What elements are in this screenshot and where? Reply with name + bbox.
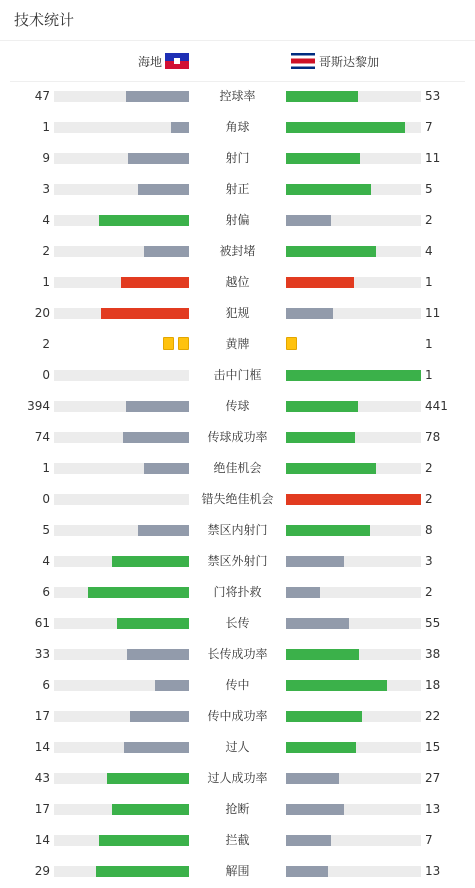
home-bar-fill [171,122,189,133]
home-bar-track [54,122,189,133]
stat-label: 传球成功率 [207,430,268,444]
stat-row [0,644,475,664]
away-bar-track [286,680,421,691]
home-stat-value: 33 [34,647,50,661]
home-stat-value: 9 [42,151,50,165]
title-divider [0,40,475,41]
stat-label: 传球 [225,399,250,413]
away-stat-value: 2 [425,585,433,599]
stat-label: 错失绝佳机会 [201,492,274,506]
stat-label: 越位 [225,275,250,289]
home-bar-fill [101,308,189,319]
home-bar-fill [99,215,189,226]
stat-row [0,210,475,230]
home-stat-value: 0 [42,492,50,506]
home-bar-fill [99,835,189,846]
home-stat-value: 17 [34,709,50,723]
home-bar-track [54,370,189,381]
away-bar-fill [286,463,376,474]
away-bar-fill [286,742,356,753]
home-stat-value: 2 [42,337,50,351]
away-bar-track [286,370,421,381]
home-bar-fill [124,742,189,753]
home-stat-value: 74 [34,430,50,444]
home-bar-track [54,587,189,598]
away-team-name: 哥斯达黎加 [319,54,380,69]
stat-label: 长传 [225,616,250,630]
home-bar-fill [112,804,189,815]
away-stat-value: 441 [425,399,448,413]
stat-label: 传中成功率 [207,709,268,723]
home-stat-value: 47 [34,89,50,103]
stat-row [0,365,475,385]
stat-label: 过人成功率 [207,771,268,785]
stat-row [0,148,475,168]
home-bar-track [54,804,189,815]
yellow-card-icon [286,337,297,350]
home-bar-track [54,711,189,722]
away-bar-fill [286,246,376,257]
home-stat-value: 5 [42,523,50,537]
away-bar-track [286,618,421,629]
stat-label: 射门 [225,151,250,165]
stat-row [0,768,475,788]
away-stat-value: 11 [425,306,441,320]
stat-label: 射正 [225,182,250,196]
stat-row [0,179,475,199]
home-bar-fill [130,711,189,722]
away-bar-track [286,122,421,133]
home-bar-fill [123,432,189,443]
stat-label: 射偏 [225,213,250,227]
away-stat-value: 7 [425,833,433,847]
stat-label: 禁区外射门 [207,554,268,568]
away-bar-track [286,866,421,877]
home-bar-track [54,773,189,784]
away-bar-fill [286,866,328,877]
stat-row [0,613,475,633]
home-bar-track [54,308,189,319]
home-bar-track [54,866,189,877]
home-stat-value: 6 [42,678,50,692]
away-bar-fill [286,773,339,784]
home-stat-value: 3 [42,182,50,196]
away-bar-track [286,246,421,257]
home-bar-track [54,215,189,226]
home-bar-track [54,277,189,288]
away-stat-value: 1 [425,368,433,382]
stat-row [0,303,475,323]
away-bar-fill [286,153,360,164]
home-bar-track [54,153,189,164]
home-bar-fill [138,184,189,195]
stat-label: 传中 [225,678,250,692]
stat-row [0,241,475,261]
away-stat-value: 78 [425,430,441,444]
away-bar-track [286,463,421,474]
home-bar-track [54,556,189,567]
away-stat-value: 2 [425,213,433,227]
home-stat-value: 4 [42,213,50,227]
away-stat-value: 15 [425,740,441,754]
stat-row [0,489,475,509]
stat-label: 角球 [225,120,250,134]
away-stat-value: 27 [425,771,441,785]
home-bar-track [54,835,189,846]
home-bar-fill [155,680,189,691]
away-bar-fill [286,494,421,505]
stat-row [0,706,475,726]
home-stat-value: 20 [34,306,50,320]
away-bar-fill [286,587,320,598]
away-stat-value: 22 [425,709,441,723]
home-stat-value: 1 [42,120,50,134]
home-bar-fill [128,153,189,164]
away-bar-track [286,804,421,815]
home-bar-track [54,680,189,691]
away-bar-track [286,649,421,660]
away-bar-fill [286,680,387,691]
away-bar-track [286,711,421,722]
away-bar-track [286,153,421,164]
home-bar-track [54,463,189,474]
home-stat-value: 17 [34,802,50,816]
stat-label: 禁区内射门 [207,523,268,537]
away-bar-fill [286,711,362,722]
away-bar-fill [286,649,359,660]
home-bar-track [54,742,189,753]
away-stat-value: 1 [425,337,433,351]
home-bar-fill [126,91,189,102]
away-stat-value: 8 [425,523,433,537]
haiti-flag-icon [165,53,189,69]
away-bar-track [286,587,421,598]
away-bar-track [286,308,421,319]
home-stat-value: 1 [42,461,50,475]
stat-row [0,334,475,354]
stat-row [0,830,475,850]
away-bar-fill [286,525,370,536]
home-bar-track [54,91,189,102]
stat-label: 过人 [225,740,250,754]
home-bar-fill [126,401,189,412]
home-stat-value: 29 [34,864,50,878]
stat-label: 解围 [225,864,250,878]
stat-label: 拦截 [225,833,250,847]
stat-row [0,86,475,106]
away-bar-fill [286,556,344,567]
home-team-name: 海地 [138,54,163,69]
stat-row [0,427,475,447]
away-stat-value: 1 [425,275,433,289]
stat-row [0,396,475,416]
away-stat-value: 4 [425,244,433,258]
yellow-card-icon [178,337,189,350]
home-bar-fill [107,773,189,784]
away-bar-track [286,556,421,567]
stat-label: 黄牌 [225,337,250,351]
away-stat-value: 7 [425,120,433,134]
away-bar-track [286,215,421,226]
yellow-card-icon [163,337,174,350]
away-bar-fill [286,122,405,133]
away-stat-value: 5 [425,182,433,196]
home-stat-value: 14 [34,740,50,754]
home-stat-value: 4 [42,554,50,568]
home-stat-value: 2 [42,244,50,258]
page-title: 技术统计 [14,11,75,29]
stat-row [0,551,475,571]
away-bar-track [286,525,421,536]
stat-label: 控球率 [219,89,256,103]
home-stat-value: 1 [42,275,50,289]
away-bar-fill [286,401,358,412]
home-stat-value: 61 [34,616,50,630]
home-bar-fill [127,649,189,660]
away-stat-value: 38 [425,647,441,661]
away-yellow-cards [286,337,297,351]
away-bar-fill [286,277,354,288]
header-divider [10,81,465,82]
away-bar-fill [286,370,421,381]
home-team [138,52,189,70]
home-bar-fill [112,556,189,567]
home-bar-fill [121,277,189,288]
away-stat-value: 18 [425,678,441,692]
away-bar-track [286,835,421,846]
away-bar-track [286,277,421,288]
home-bar-track [54,525,189,536]
stat-label: 绝佳机会 [213,461,262,475]
away-bar-fill [286,835,331,846]
stat-row [0,520,475,540]
stat-row [0,272,475,292]
away-bar-track [286,401,421,412]
stat-row [0,675,475,695]
stat-row [0,799,475,819]
stat-row [0,117,475,137]
home-bar-track [54,432,189,443]
stat-label: 犯规 [225,306,250,320]
away-stat-value: 55 [425,616,441,630]
away-bar-track [286,91,421,102]
away-stat-value: 13 [425,864,441,878]
away-bar-fill [286,215,331,226]
home-stat-value: 43 [34,771,50,785]
home-stat-value: 394 [27,399,50,413]
away-team [291,52,379,70]
away-bar-track [286,432,421,443]
stat-row [0,737,475,757]
home-stat-value: 0 [42,368,50,382]
home-stat-value: 6 [42,585,50,599]
away-bar-fill [286,308,333,319]
away-bar-track [286,742,421,753]
home-bar-fill [144,246,189,257]
away-stat-value: 53 [425,89,441,103]
home-bar-track [54,184,189,195]
home-bar-fill [144,463,189,474]
home-bar-fill [117,618,189,629]
home-bar-track [54,401,189,412]
home-bar-fill [96,866,189,877]
home-bar-track [54,649,189,660]
away-bar-fill [286,432,355,443]
home-bar-track [54,246,189,257]
home-yellow-cards [163,337,189,351]
stat-label: 被封堵 [219,244,256,258]
away-stat-value: 3 [425,554,433,568]
home-bar-fill [88,587,189,598]
away-bar-track [286,773,421,784]
away-bar-fill [286,91,358,102]
away-stat-value: 13 [425,802,441,816]
away-bar-track [286,184,421,195]
stat-row [0,582,475,602]
stat-label: 门将扑救 [213,585,262,599]
home-stat-value: 14 [34,833,50,847]
stat-label: 长传成功率 [207,647,268,661]
away-stat-value: 2 [425,461,433,475]
away-bar-track [286,494,421,505]
away-bar-fill [286,804,344,815]
away-stat-value: 2 [425,492,433,506]
stat-label: 抢断 [225,802,250,816]
stat-label: 击中门框 [213,368,262,382]
away-bar-fill [286,618,349,629]
costa-rica-flag-icon [291,53,315,69]
home-bar-track [54,618,189,629]
home-bar-track [54,494,189,505]
stat-row [0,861,475,881]
away-stat-value: 11 [425,151,441,165]
away-bar-fill [286,184,371,195]
home-bar-fill [138,525,189,536]
stat-row [0,458,475,478]
